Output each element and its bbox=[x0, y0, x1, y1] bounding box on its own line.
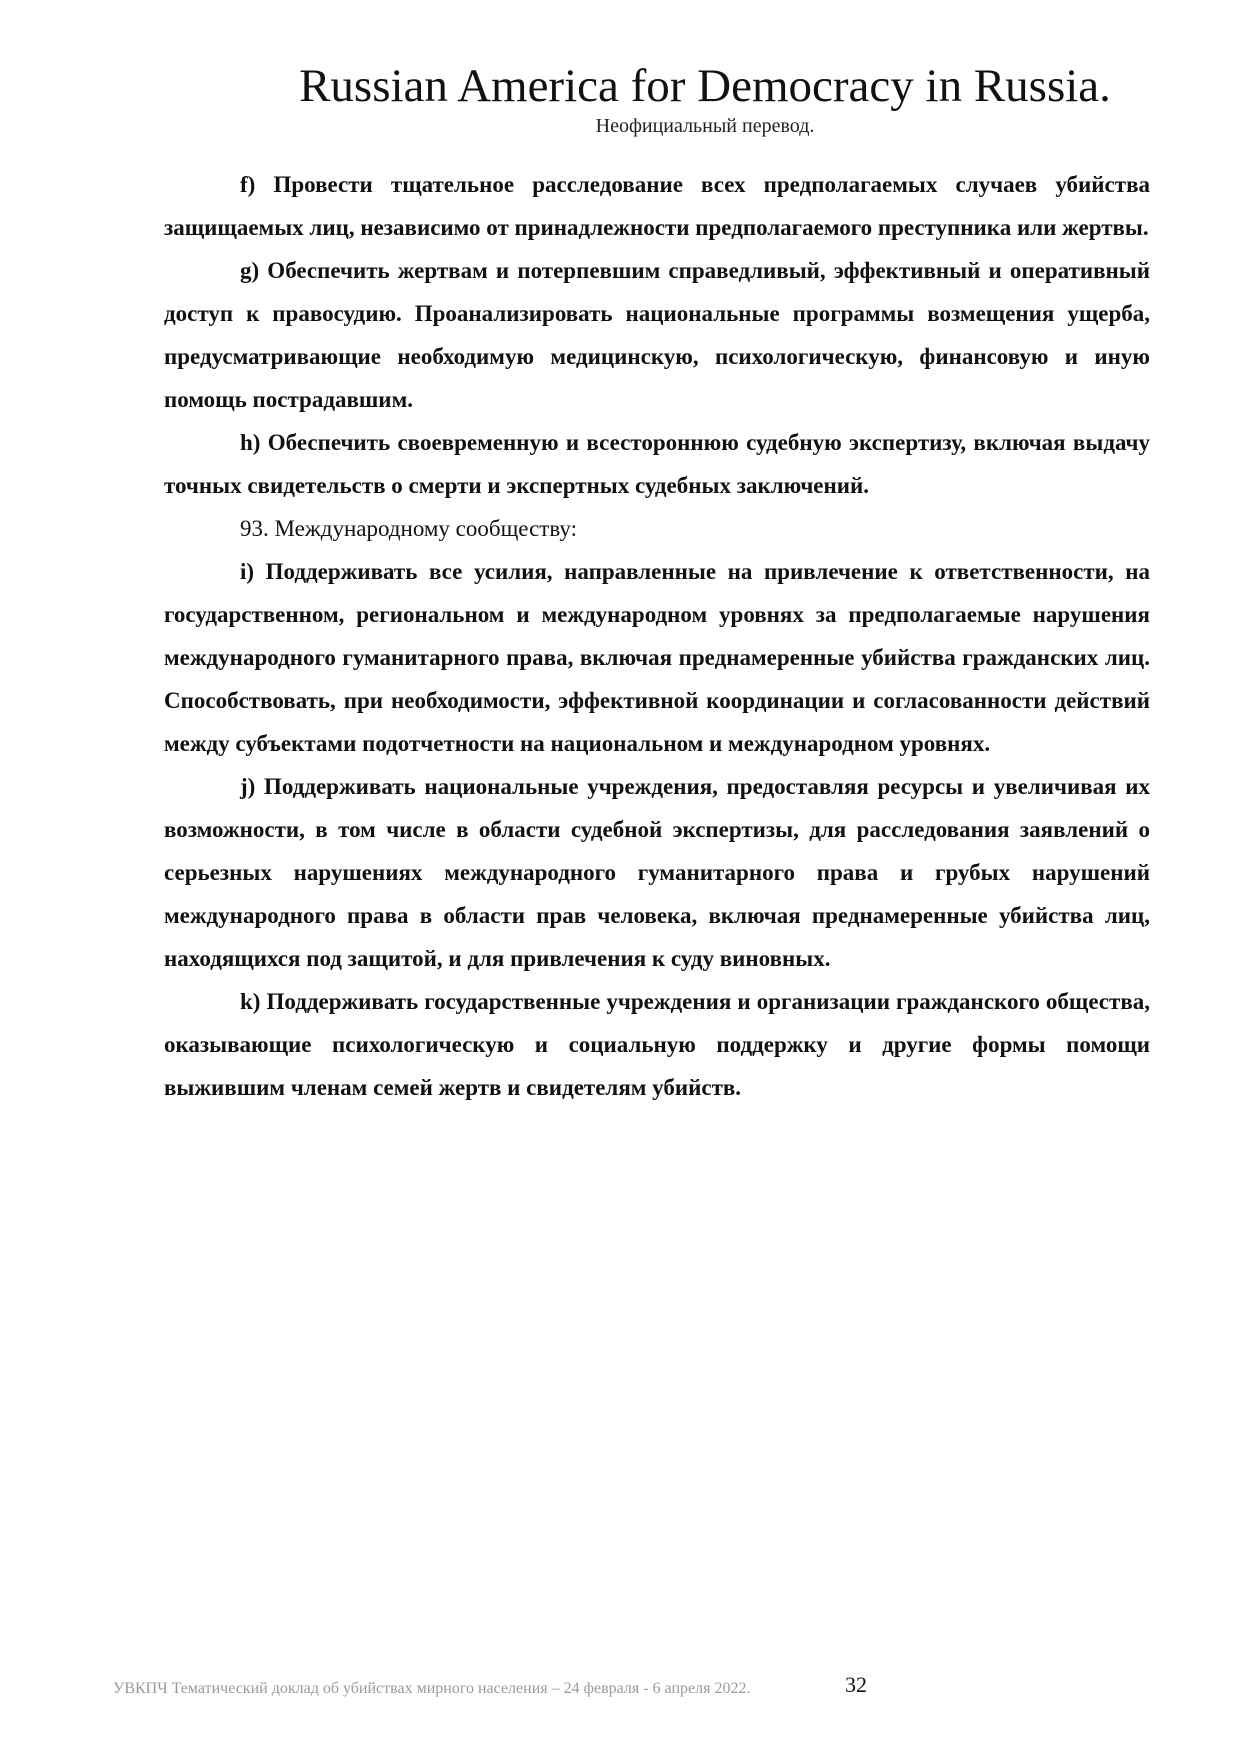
paragraph-i: i) Поддерживать все усилия, направленные на привлечение к ответственности, на государственном, региональном и международном уровнях за предполагаемые нарушения международного гуманитарного права, включая преднамеренные убийства гражданских лиц. Способствовать, при необходимости, эффективной координации и согласованности действий между субъектами подотчетности на национальном и международном уровнях. bbox=[164, 559, 1150, 756]
footer-text: УВКПЧ Тематический доклад об убийствах мирного населения – 24 февраля - 6 апреля 2022. bbox=[113, 1680, 751, 1697]
paragraph-h: h) Обеспечить своевременную и всестороннюю судебную экспертизу, включая выдачу точных свидетельств о смерти и экспертных судебных заключений. bbox=[164, 430, 1150, 498]
paragraph-f: f) Провести тщательное расследование всех предполагаемых случаев убийства защищаемых лиц, независимо от принадлежности предполагаемого преступника или жертвы. bbox=[164, 172, 1150, 240]
paragraph-k: k) Поддерживать государственные учреждения и организации гражданского общества, оказывающие психологическую и социальную поддержку и другие формы помощи выжившим членам семей жертв и свидетелям убийств. bbox=[164, 989, 1150, 1100]
page-number: 32 bbox=[845, 1672, 867, 1697]
document-body bbox=[164, 163, 1150, 1109]
paragraph-j: j) Поддерживать национальные учреждения, предоставляя ресурсы и увеличивая их возможности, в том числе в области судебной экспертизы, для расследования заявлений о серьезных нарушениях международного гуманитарного права и грубых нарушений международного права в области прав человека, включая преднамеренные убийства лиц, находящихся под защитой, и для привлечения к суду виновных. bbox=[164, 774, 1150, 971]
paragraph-93: 93. Международному сообществу: bbox=[240, 516, 578, 541]
paragraph-g: g) Обеспечить жертвам и потерпевшим справедливый, эффективный и оперативный доступ к правосудию. Проанализировать национальные программы возмещения ущерба, предусматривающие необходимую медицинскую, психологическую, финансовую и иную помощь пострадавшим. bbox=[164, 258, 1150, 412]
document-header-title: Russian America for Democracy in Russia. bbox=[299, 60, 1111, 112]
document-header-subtitle: Неофициальный перевод. bbox=[595, 115, 815, 137]
